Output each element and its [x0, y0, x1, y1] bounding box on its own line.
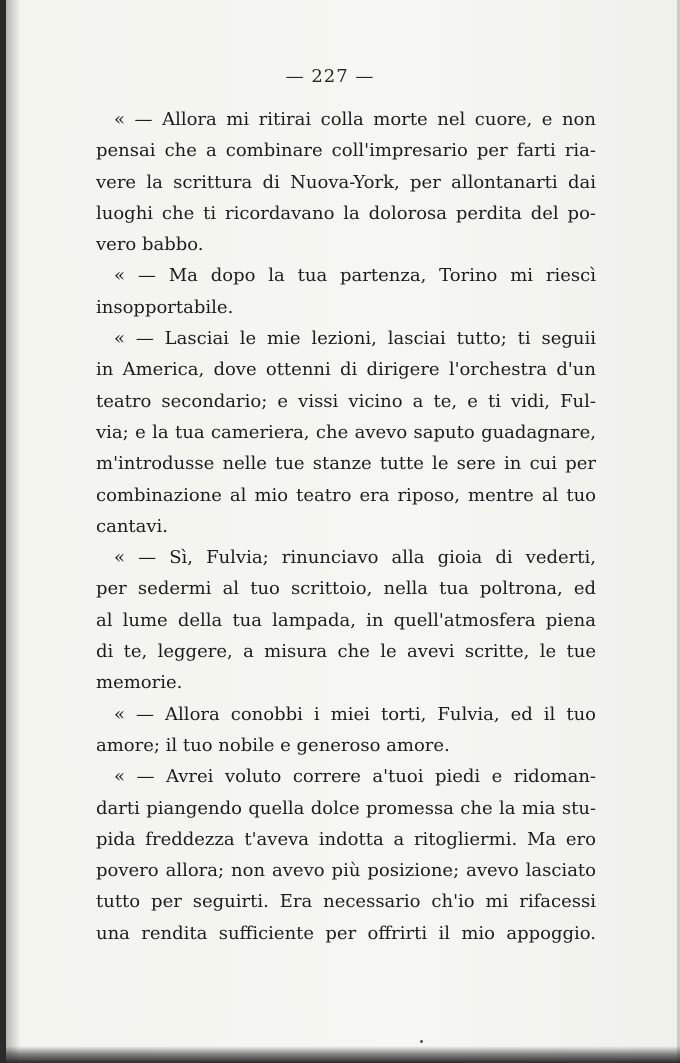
text-line: teatro secondario; e vissi vicino a te, e ti vidi, Ful-: [96, 390, 596, 412]
text-line: darti piangendo quella dolce promessa che la mia stu-: [96, 797, 596, 819]
text-line: « — Allora mi ritirai colla morte nel cuore, e non: [114, 109, 596, 130]
text-line: cantavi.: [96, 515, 169, 537]
text-line: vero babbo.: [96, 234, 204, 256]
text-line: insopportabile.: [96, 296, 234, 318]
text-line: vere la scrittura di Nuova-York, per allontanarti dai: [96, 171, 596, 193]
text-line: in America, dove ottenni di dirigere l'orchestra d'un: [96, 359, 596, 381]
text-line: combinazione al mio teatro era riposo, mentre al tuo: [96, 484, 596, 506]
body-text: [96, 104, 596, 949]
text-line: di te, leggere, a misura che le avevi scritte, le tue: [96, 641, 596, 663]
ink-speck: [420, 1040, 423, 1043]
page-bottom-edge: [0, 1046, 680, 1063]
text-line: pida freddezza t'aveva indotta a ritogliermi. Ma ero: [96, 828, 596, 850]
text-line: « — Allora conobbi i miei torti, Fulvia, ed il tuo: [114, 703, 596, 725]
text-line: memorie.: [96, 672, 183, 694]
text-line: una rendita sufficiente per offrirti il mio appoggio.: [96, 922, 596, 944]
text-line: « — Ma dopo la tua partenza, Torino mi riescì: [114, 265, 596, 287]
text-line: luoghi che ti ricordavano la dolorosa perdita del po-: [96, 202, 596, 224]
text-line: « — Lasciai le mie lezioni, lasciai tutto; ti seguii: [114, 328, 596, 350]
text-line: m'introdusse nelle tue stanze tutte le sere in cui per: [96, 453, 596, 475]
text-line: povero allora; non avevo più posizione; avevo lasciato: [96, 860, 596, 882]
page-number: — 227 —: [285, 66, 375, 87]
text-line: « — Sì, Fulvia; rinunciavo alla gioia di vederti,: [114, 547, 596, 569]
text-line: per sedermi al tuo scrittoio, nella tua poltrona, ed: [96, 578, 596, 600]
text-line: amore; il tuo nobile e generoso amore.: [96, 734, 450, 756]
text-line: al lume della tua lampada, in quell'atmosfera piena: [96, 609, 596, 631]
text-line: tutto per seguirti. Era necessario ch'io mi rifacessi: [96, 891, 596, 913]
text-line: via; e la tua cameriera, che avevo saputo guadagnare,: [96, 421, 596, 443]
binding-shadow: [6, 0, 20, 1063]
text-line: « — Avrei voluto correre a'tuoi piedi e ridoman-: [114, 766, 596, 788]
text-line: pensai che a combinare coll'impresario per farti ria-: [96, 140, 596, 162]
